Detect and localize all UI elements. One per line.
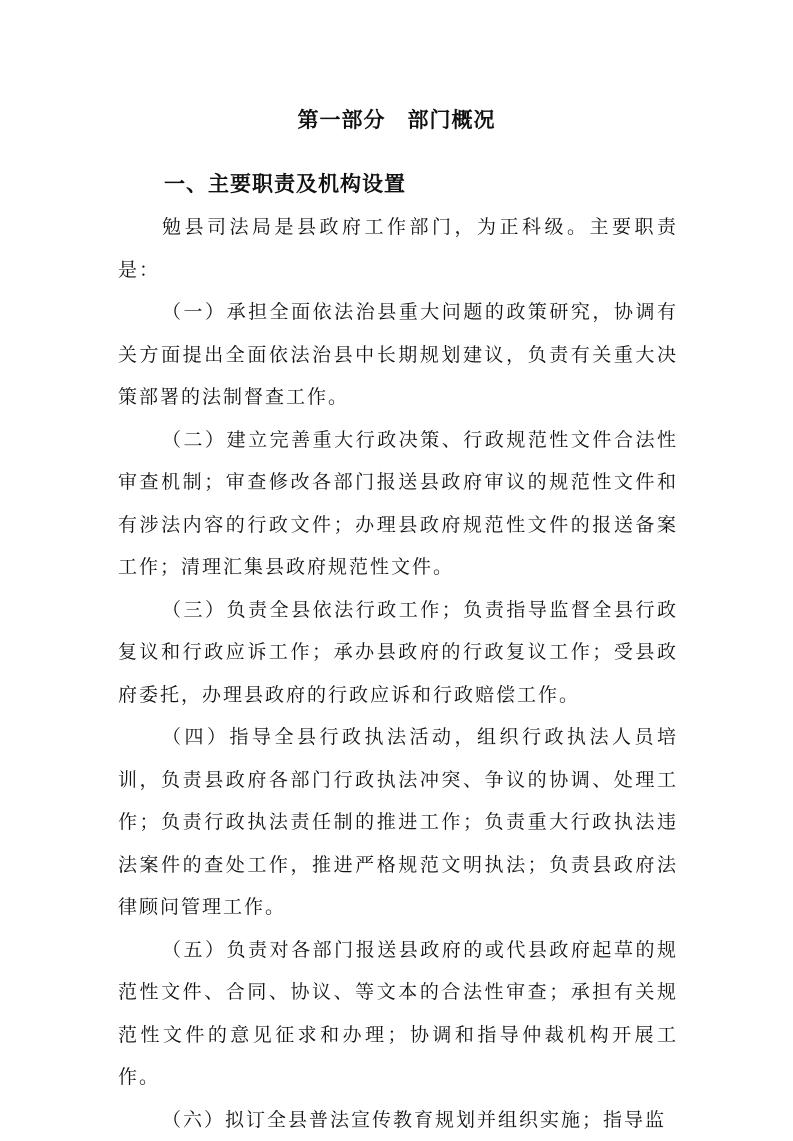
paragraph-intro: 勉县司法局是县政府工作部门，为正科级。主要职责是： bbox=[118, 206, 678, 291]
body-text bbox=[118, 206, 678, 1141]
paragraph-duty-1: （一）承担全面依法治县重大问题的政策研究，协调有关方面提出全面依法治县中长期规划建议，负责有关重大决策部署的法制督查工作。 bbox=[118, 291, 678, 419]
paragraph-duty-3: （三）负责全县依法行政工作；负责指导监督全县行政复议和行政应诉工作；承办县政府的行政复议工作；受县政府委托，办理县政府的行政应诉和行政赔偿工作。 bbox=[118, 589, 678, 717]
page-title: 第一部分 部门概况 bbox=[0, 104, 793, 134]
paragraph-duty-2: （二）建立完善重大行政决策、行政规范性文件合法性审查机制；审查修改各部门报送县政府审议的规范性文件和有涉法内容的行政文件；办理县政府规范性文件的报送备案工作；清理汇集县政府规范性文件。 bbox=[118, 419, 678, 589]
section-heading: 一、主要职责及机构设置 bbox=[164, 168, 406, 198]
paragraph-duty-4: （四）指导全县行政执法活动，组织行政执法人员培训，负责县政府各部门行政执法冲突、争议的协调、处理工作；负责行政执法责任制的推进工作；负责重大行政执法违法案件的查处工作，推进严格规范文明执法；负责县政府法律顾问管理工作。 bbox=[118, 716, 678, 929]
paragraph-duty-5: （五）负责对各部门报送县政府的或代县政府起草的规范性文件、合同、协议、等文本的合法性审查；承担有关规范性文件的意见征求和办理；协调和指导仲裁机构开展工作。 bbox=[118, 929, 678, 1099]
paragraph-duty-6: （六）拟订全县普法宣传教育规划并组织实施；指导监 bbox=[118, 1099, 678, 1141]
